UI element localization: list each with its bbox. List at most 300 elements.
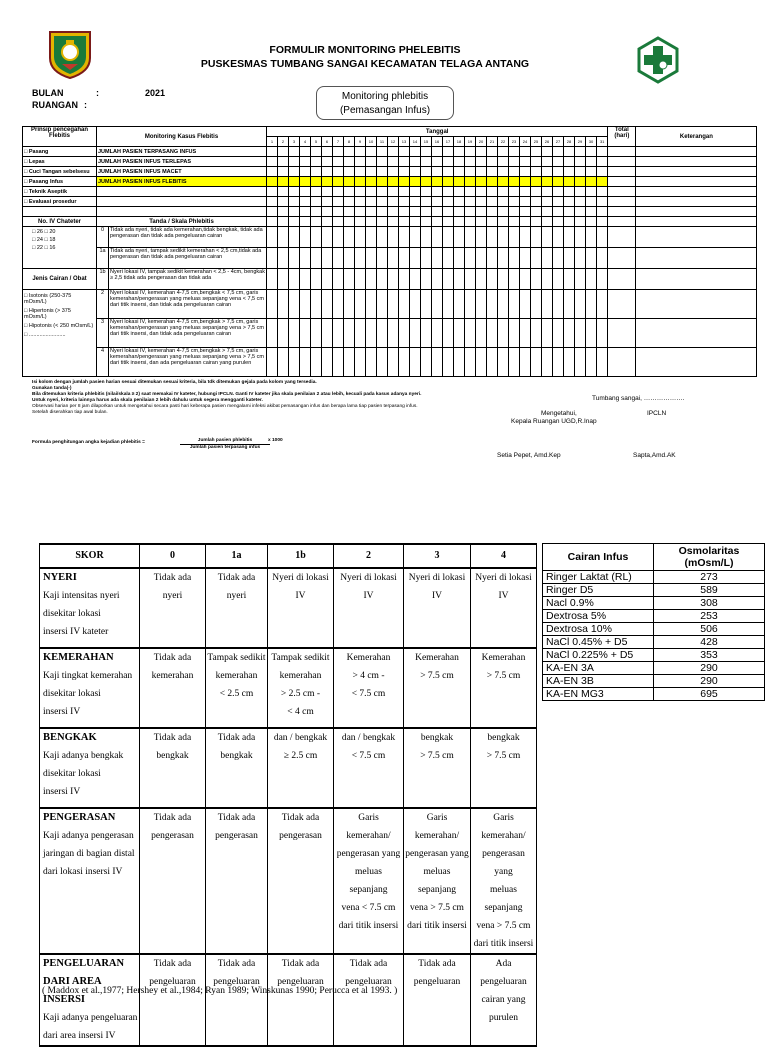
day-cell — [388, 197, 399, 207]
osm-cairan: NaCl 0.225% + D5 — [543, 649, 654, 662]
day-cell — [498, 167, 509, 177]
chateter-option: □ 26 □ 20 — [32, 229, 56, 235]
day-header: 4 — [300, 137, 311, 147]
day-cell — [355, 319, 366, 348]
osm-row — [543, 597, 765, 610]
day-cell — [366, 319, 377, 348]
day-cell — [410, 167, 421, 177]
skor-cell — [268, 648, 334, 728]
day-cell — [520, 207, 531, 217]
day-cell — [553, 167, 564, 177]
day-cell — [344, 197, 355, 207]
skor-row — [40, 728, 537, 808]
day-cell — [553, 269, 564, 290]
day-cell — [531, 187, 542, 197]
day-header: 26 — [542, 137, 553, 147]
day-cell — [542, 157, 553, 167]
skor-cell-line: purulen — [488, 1013, 519, 1023]
skor-cell-line: Kemerahan — [346, 653, 391, 663]
day-cell — [322, 227, 333, 248]
day-cell — [355, 269, 366, 290]
day-cell — [509, 167, 520, 177]
day-cell — [586, 248, 597, 269]
day-cell — [465, 177, 476, 187]
osm-value: 253 — [654, 610, 765, 623]
day-cell — [586, 217, 597, 227]
total-cell — [608, 319, 636, 348]
skor-criterion — [40, 728, 140, 808]
total-cell — [608, 157, 636, 167]
jenis-options — [23, 290, 97, 377]
osmolarity-table — [542, 543, 765, 701]
total-cell — [608, 348, 636, 377]
day-cell — [553, 319, 564, 348]
scale-row — [23, 227, 757, 248]
day-cell — [322, 248, 333, 269]
skor-cell-line: Kemerahan — [481, 653, 526, 663]
monitoring-table — [22, 126, 757, 377]
skor-cell-line: bengkak — [420, 733, 454, 743]
day-cell — [564, 319, 575, 348]
day-cell — [300, 290, 311, 319]
day-cell — [421, 147, 432, 157]
skor-cell-line: Nyeri di lokasi — [408, 573, 466, 583]
day-cell — [443, 157, 454, 167]
day-cell — [355, 187, 366, 197]
day-cell — [311, 269, 322, 290]
day-cell — [487, 197, 498, 207]
day-cell — [399, 217, 410, 227]
criterion-desc: dari area insersi IV — [43, 1031, 116, 1041]
day-cell — [333, 147, 344, 157]
day-cell — [476, 157, 487, 167]
day-header: 29 — [575, 137, 586, 147]
day-cell — [575, 269, 586, 290]
criterion-desc: insersi IV — [43, 787, 81, 797]
day-cell — [520, 348, 531, 377]
day-cell — [410, 348, 421, 377]
scale-code: 1b — [97, 269, 109, 290]
skor-cell-line: pengerasan yang — [405, 849, 469, 859]
day-cell — [443, 187, 454, 197]
day-cell — [509, 197, 520, 207]
skor-cell-line: nyeri — [226, 591, 247, 601]
skor-cell — [268, 954, 334, 1046]
skor-header: 1a — [206, 544, 268, 568]
scale-text: Tidak ada nyeri, tampak sedikit kemerahan < 2,5 cm,tidak ada pengerasan dan tidak ada pengeluaran cairan — [109, 248, 267, 269]
day-cell — [465, 248, 476, 269]
day-cell — [531, 348, 542, 377]
monitor-item: JUMLAH PASIEN INFUS MACET — [97, 167, 267, 177]
day-cell — [443, 269, 454, 290]
day-cell — [476, 227, 487, 248]
day-cell — [289, 207, 300, 217]
day-cell — [388, 217, 399, 227]
day-cell — [553, 177, 564, 187]
day-cell — [311, 348, 322, 377]
criterion-desc: Kaji intensitas nyeri — [43, 591, 120, 601]
day-cell — [553, 217, 564, 227]
day-cell — [597, 269, 608, 290]
osm-cairan: Ringer D5 — [543, 584, 654, 597]
day-cell — [432, 157, 443, 167]
scale-row — [23, 319, 757, 348]
day-cell — [278, 319, 289, 348]
formula-label: Formula penghitungan angka kejadian phlebitis = — [32, 440, 145, 445]
day-cell — [377, 157, 388, 167]
day-cell — [344, 167, 355, 177]
day-cell — [421, 269, 432, 290]
skor-cell-line: vena < 7.5 cm — [341, 903, 396, 913]
day-cell — [432, 177, 443, 187]
day-header: 30 — [586, 137, 597, 147]
table-row — [23, 157, 757, 167]
day-cell — [443, 290, 454, 319]
skor-cell — [206, 728, 268, 808]
day-cell — [454, 147, 465, 157]
day-cell — [542, 147, 553, 157]
col-monitoring: Monitoring Kasus Flebitis — [97, 127, 267, 147]
day-header: 25 — [531, 137, 542, 147]
day-cell — [454, 217, 465, 227]
keterangan-cell — [636, 227, 757, 248]
day-cell — [421, 290, 432, 319]
day-cell — [454, 197, 465, 207]
day-cell — [322, 187, 333, 197]
day-cell — [487, 269, 498, 290]
day-cell — [454, 177, 465, 187]
day-cell — [509, 319, 520, 348]
keterangan-cell — [636, 290, 757, 319]
day-cell — [465, 167, 476, 177]
skor-cell-line: Tidak ada — [217, 733, 256, 743]
osm-row — [543, 688, 765, 701]
day-cell — [432, 167, 443, 177]
day-cell — [410, 290, 421, 319]
day-cell — [311, 207, 322, 217]
day-cell — [300, 319, 311, 348]
total-cell — [608, 290, 636, 319]
day-cell — [564, 157, 575, 167]
skor-cell-line: Tidak ada — [418, 959, 456, 969]
day-cell — [454, 227, 465, 248]
skor-cell-line: pengerasan yang — [336, 849, 401, 859]
day-cell — [333, 348, 344, 377]
day-cell — [421, 248, 432, 269]
skor-cell-line: cairan yang — [481, 995, 526, 1005]
day-cell — [322, 207, 333, 217]
day-cell — [575, 348, 586, 377]
day-cell — [487, 248, 498, 269]
skor-cell-line: < 7.5 cm — [351, 751, 386, 761]
skor-header: 4 — [471, 544, 537, 568]
skor-cell-line: Tidak ada — [217, 959, 256, 969]
day-cell — [553, 227, 564, 248]
day-cell — [421, 207, 432, 217]
day-cell — [366, 157, 377, 167]
skor-cell-line: nyeri — [162, 591, 183, 601]
formula-numerator: Jumlah pasien phlebitis — [180, 438, 270, 445]
prinsip-item: □ Pasang Infus — [23, 177, 97, 187]
day-cell — [542, 269, 553, 290]
day-cell — [333, 177, 344, 187]
day-header: 27 — [553, 137, 564, 147]
monitor-item: JUMLAH PASIEN INFUS FLEBITIS — [97, 177, 267, 187]
keterangan-cell — [636, 348, 757, 377]
osm-value: 290 — [654, 662, 765, 675]
day-cell — [498, 157, 509, 167]
day-cell — [443, 319, 454, 348]
total-cell — [608, 227, 636, 248]
day-cell — [267, 187, 278, 197]
criterion-title: BENGKAK — [43, 732, 97, 743]
note-line5: Observasi harian per 8 jam dilaporkan untuk mengetahui secara pasti hari keberapa pasien mengalami infeksi akibat pemasangan infus dan berapa lama tiap pasien terpasang infus. — [32, 404, 418, 409]
day-cell — [333, 248, 344, 269]
day-cell — [399, 227, 410, 248]
day-cell — [487, 348, 498, 377]
day-cell — [399, 157, 410, 167]
day-cell — [531, 227, 542, 248]
day-cell — [465, 227, 476, 248]
skor-cell-line: Garis kemerahan/ — [414, 813, 460, 841]
day-cell — [454, 248, 465, 269]
skor-cell-line: meluas sepanjang — [418, 867, 456, 895]
day-cell — [432, 290, 443, 319]
keterangan-cell — [636, 207, 757, 217]
day-cell — [322, 217, 333, 227]
day-cell — [564, 147, 575, 157]
day-cell — [432, 227, 443, 248]
day-cell — [377, 167, 388, 177]
monitor-item — [97, 197, 267, 207]
day-cell — [333, 290, 344, 319]
day-cell — [289, 319, 300, 348]
jenis-title: Jenis Cairan / Obat — [23, 269, 97, 290]
day-cell — [410, 157, 421, 167]
day-cell — [267, 290, 278, 319]
day-cell — [289, 348, 300, 377]
day-cell — [531, 177, 542, 187]
scale-code: 0 — [97, 227, 109, 248]
day-cell — [399, 248, 410, 269]
osm-header-row — [543, 544, 765, 571]
day-cell — [388, 187, 399, 197]
day-cell — [421, 227, 432, 248]
keterangan-cell — [636, 157, 757, 167]
day-cell — [443, 348, 454, 377]
skor-cell — [404, 728, 471, 808]
skor-cell — [268, 808, 334, 954]
skor-cell — [140, 954, 206, 1046]
table-row — [23, 187, 757, 197]
day-cell — [333, 217, 344, 227]
day-cell — [311, 147, 322, 157]
day-cell — [465, 157, 476, 167]
criterion-desc: disekitar lokasi — [43, 769, 101, 779]
place-date: Tumbang sangai, ………………. — [592, 395, 685, 402]
osm-col-osmolaritas: Osmolaritas (mOsm/L) — [654, 544, 765, 571]
day-cell — [399, 348, 410, 377]
day-cell — [377, 290, 388, 319]
total-cell — [608, 167, 636, 177]
day-cell — [575, 248, 586, 269]
skor-cell — [404, 568, 471, 648]
day-cell — [377, 319, 388, 348]
day-cell — [476, 177, 487, 187]
day-cell — [597, 217, 608, 227]
day-cell — [289, 227, 300, 248]
day-cell — [531, 248, 542, 269]
day-cell — [267, 227, 278, 248]
day-cell — [366, 197, 377, 207]
skor-cell-line: < 7.5 cm — [351, 689, 386, 699]
skor-cell-line: < 4 cm — [287, 707, 314, 717]
day-cell — [289, 177, 300, 187]
skor-cell-line: Nyeri di lokasi — [272, 573, 329, 583]
day-cell — [333, 157, 344, 167]
day-cell — [476, 348, 487, 377]
table-row — [23, 147, 757, 157]
day-cell — [531, 290, 542, 319]
note-line6: Setelah diserahkan tiap awal bulan. — [32, 410, 108, 415]
skor-cell-line: pengerasan — [279, 831, 322, 841]
day-cell — [300, 248, 311, 269]
day-header: 24 — [520, 137, 531, 147]
day-cell — [300, 217, 311, 227]
day-cell — [586, 177, 597, 187]
skor-cell-line: Tampak sedikit — [207, 653, 266, 663]
day-header: 23 — [509, 137, 520, 147]
table-row — [23, 207, 757, 217]
day-cell — [333, 319, 344, 348]
skor-cell-line: > 4 cm - — [352, 671, 385, 681]
skor-cell — [334, 568, 404, 648]
skor-cell-line: > 7.5 cm — [420, 751, 454, 761]
day-cell — [542, 187, 553, 197]
day-cell — [564, 217, 575, 227]
day-cell — [421, 217, 432, 227]
day-cell — [432, 319, 443, 348]
skor-cell-line: > 7.5 cm — [486, 751, 521, 761]
day-cell — [575, 187, 586, 197]
day-cell — [432, 147, 443, 157]
day-cell — [311, 177, 322, 187]
day-cell — [465, 207, 476, 217]
criterion-title: KEMERAHAN — [43, 652, 114, 663]
day-cell — [564, 187, 575, 197]
form-subtitle: PUSKESMAS TUMBANG SANGAI KECAMATAN TELAGA ANTANG — [200, 58, 530, 70]
keterangan-cell — [636, 248, 757, 269]
day-cell — [421, 177, 432, 187]
day-cell — [465, 319, 476, 348]
day-cell — [388, 157, 399, 167]
form-title: FORMULIR MONITORING PHELEBITIS — [269, 44, 461, 56]
skor-cell-line: dari titik insersi — [473, 939, 534, 949]
day-cell — [509, 147, 520, 157]
skor-cell-line: > 7.5 cm — [420, 671, 454, 681]
day-cell — [388, 319, 399, 348]
day-cell — [542, 207, 553, 217]
day-cell — [531, 147, 542, 157]
jenis-option: □ Hipotonis (< 250 mOsm/L) — [24, 323, 94, 329]
day-cell — [564, 197, 575, 207]
ipcln-label: IPCLN — [647, 410, 667, 417]
skor-row — [40, 648, 537, 728]
total-cell — [608, 177, 636, 187]
day-cell — [520, 197, 531, 207]
tanda-title: Tanda / Skala Phlebitis — [97, 217, 267, 227]
day-cell — [289, 248, 300, 269]
scale-code: 1a — [97, 248, 109, 269]
day-cell — [355, 197, 366, 207]
day-cell — [498, 217, 509, 227]
day-cell — [553, 290, 564, 319]
day-cell — [454, 167, 465, 177]
day-cell — [498, 290, 509, 319]
osm-row — [543, 636, 765, 649]
day-cell — [542, 290, 553, 319]
day-cell — [355, 348, 366, 377]
day-cell — [267, 197, 278, 207]
day-cell — [289, 147, 300, 157]
scale-code: 3 — [97, 319, 109, 348]
day-cell — [300, 187, 311, 197]
skor-cell-line: Tidak ada — [153, 573, 192, 583]
day-cell — [531, 167, 542, 177]
day-cell — [465, 187, 476, 197]
day-cell — [476, 167, 487, 177]
skor-cell-line: dan / bengkak — [273, 733, 328, 743]
day-cell — [443, 147, 454, 157]
monitor-item — [97, 187, 267, 197]
total-cell — [608, 187, 636, 197]
criterion-desc: Kaji adanya pengeluaran — [43, 1013, 138, 1023]
day-cell — [520, 167, 531, 177]
keterangan-cell — [636, 319, 757, 348]
regency-emblem-logo — [44, 28, 96, 80]
day-cell — [564, 269, 575, 290]
bulan-colon: : — [96, 88, 99, 98]
day-cell — [355, 157, 366, 167]
ruangan-label: RUANGAN — [32, 100, 78, 110]
day-cell — [322, 348, 333, 377]
day-header: 15 — [421, 137, 432, 147]
day-cell — [564, 177, 575, 187]
day-cell — [542, 319, 553, 348]
day-cell — [311, 217, 322, 227]
day-cell — [377, 248, 388, 269]
day-cell — [542, 227, 553, 248]
day-cell — [487, 177, 498, 187]
skor-criterion — [40, 808, 140, 954]
monitoring-line1: Monitoring phlebitis — [341, 91, 429, 102]
day-cell — [311, 167, 322, 177]
skor-cell-line: pengeluaran — [345, 977, 392, 987]
day-header: 16 — [432, 137, 443, 147]
day-cell — [377, 227, 388, 248]
criterion-title: PENGELUARAN — [43, 958, 125, 969]
osm-cairan: NaCl 0.45% + D5 — [543, 636, 654, 649]
keterangan-cell — [636, 177, 757, 187]
day-cell — [278, 290, 289, 319]
table-row — [23, 217, 757, 227]
citation: ( Maddox et al.,1977; Hershey et al.,1984; Ryan 1989; Winskunas 1990; Perucca et al 1993. ) — [42, 986, 398, 996]
day-cell — [289, 217, 300, 227]
day-header: 12 — [388, 137, 399, 147]
skor-cell-line: pengeluaran — [213, 977, 260, 987]
day-cell — [399, 187, 410, 197]
criterion-desc: insersi IV kateter — [43, 627, 109, 637]
